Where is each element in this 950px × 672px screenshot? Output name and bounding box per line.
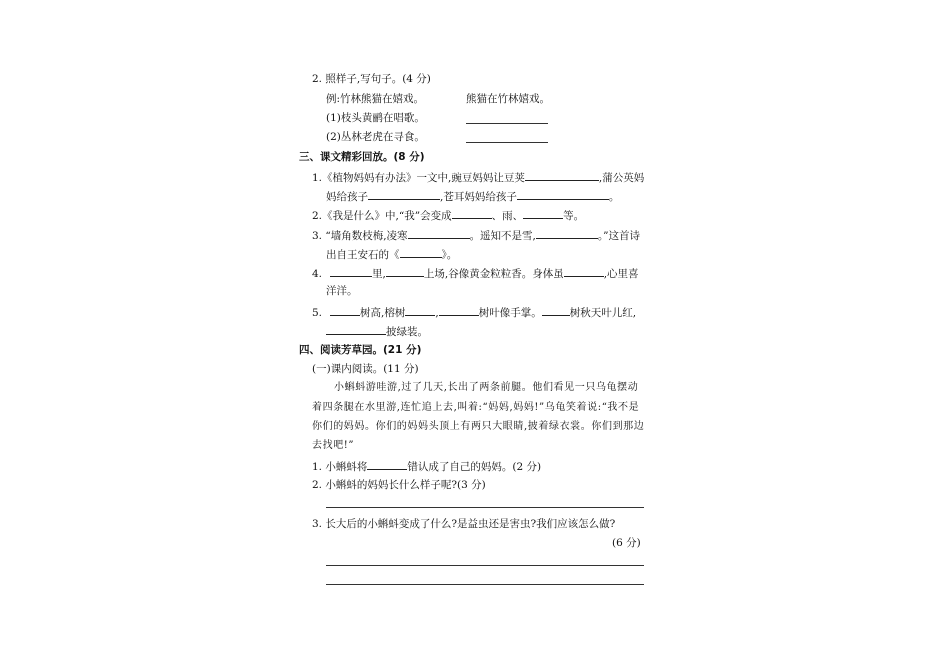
sec3-q5-blank-3[interactable] <box>439 304 479 316</box>
sec3-q5-line2 <box>326 323 428 339</box>
sec3-q3-line2 <box>326 246 457 262</box>
sec3-q2-text-b: 、雨、 <box>491 210 524 222</box>
section-4-heading: 四、阅读芳草园。(21 分) <box>299 344 422 356</box>
sec3-q3-text-b: 。遥知不是雪, <box>469 230 536 242</box>
sec3-q5-text-c: , <box>435 307 439 319</box>
sec3-q1-blank-2[interactable] <box>368 188 440 200</box>
sec3-q4-line2: 洋洋。 <box>326 285 358 297</box>
sec3-q3-text-c: 。”这首诗 <box>597 230 641 242</box>
sec3-q1-line2 <box>326 188 619 204</box>
q2-item-2: (2)丛林老虎在寻食。 <box>326 131 425 143</box>
passage-line-2: 着四条腿在水里游,连忙追上去,叫着:“妈妈,妈妈!”乌龟笑着说:“我不是 <box>312 402 640 413</box>
sec3-q4-text-d: ,心里喜 <box>603 268 639 280</box>
sec3-q4-text-a: 4. <box>312 268 323 280</box>
sec4-subheading: (一)课内阅读。(11 分) <box>312 363 419 375</box>
q2-title: 2. 照样子,写句子。(4 分) <box>312 73 431 85</box>
sec4-q3: 3. 长大后的小蝌蚪变成了什么?是益虫还是害虫?我们应该怎么做? <box>312 518 616 530</box>
sec3-q1-text-c: 妈给孩子 <box>326 191 368 203</box>
q2-answer-line-1[interactable] <box>466 123 548 124</box>
q2-answer-line-2[interactable] <box>466 142 548 143</box>
sec3-q5-blank-4[interactable] <box>542 304 570 316</box>
sec3-q5-text-b: 树高,榕树 <box>360 307 406 319</box>
sec3-q3-line1 <box>312 227 640 243</box>
sec3-q5-blank-5[interactable] <box>326 323 386 335</box>
sec3-q4-blank-2[interactable] <box>386 265 424 277</box>
sec3-q5-text-d: 树叶像手掌。 <box>478 307 542 319</box>
sec3-q5-text-e: 树秋天叶儿红, <box>569 307 637 319</box>
q2-item-1: (1)枝头黄鹂在唱歌。 <box>326 112 425 124</box>
sec3-q3-text-d: 出自王安石的《 <box>326 249 400 261</box>
q2-example-label: 例:竹林熊猫在嬉戏。 <box>326 93 425 105</box>
sec3-q5-text-a: 5. <box>312 307 323 319</box>
sec3-q1-text-d: ,苍耳妈妈给孩子 <box>440 191 517 203</box>
sec4-q3-answer-line-1[interactable] <box>326 565 644 566</box>
sec3-q4-line1 <box>312 265 639 281</box>
sec4-q1-text-a: 1. 小蝌蚪将 <box>312 461 368 473</box>
sec4-q3-answer-line-2[interactable] <box>326 584 644 585</box>
sec3-q1-blank-3[interactable] <box>517 188 609 200</box>
sec3-q4-blank-3[interactable] <box>564 265 604 277</box>
sec3-q1-text-b: ,蒲公英妈 <box>598 172 645 184</box>
sec3-q4-text-b: 里, <box>372 268 386 280</box>
sec3-q2-line <box>312 207 584 223</box>
sec3-q5-blank-1[interactable] <box>330 304 360 316</box>
sec4-q1-text-b: 错认成了自己的妈妈。(2 分) <box>407 461 542 473</box>
section-3-heading: 三、课文精彩回放。(8 分) <box>299 151 425 163</box>
sec3-q2-text-c: 等。 <box>563 210 585 222</box>
sec3-q1-text-a: 1.《植物妈妈有办法》一文中,豌豆妈妈让豆荚 <box>312 172 525 184</box>
sec3-q3-text-a: 3. “墙角数枝梅,凌寒 <box>312 230 408 242</box>
sec3-q4-blank-1[interactable] <box>330 265 372 277</box>
sec3-q3-blank-2[interactable] <box>536 227 598 239</box>
passage-line-4: 去找吧!” <box>312 440 355 451</box>
sec4-q2: 2. 小蝌蚪的妈妈长什么样子呢?(3 分) <box>312 479 486 491</box>
sec3-q5-blank-2[interactable] <box>405 304 435 316</box>
sec3-q2-text-a: 2.《我是什么》中,“我”会变成 <box>312 210 452 222</box>
sec4-q1-blank[interactable] <box>367 458 407 470</box>
sec4-q2-answer-line[interactable] <box>326 507 644 508</box>
passage-line-3: 你们的妈妈。你们的妈妈头顶上有两只大眼睛,披着绿衣裳。你们到那边 <box>312 421 645 432</box>
sec3-q1-line1 <box>312 169 644 185</box>
sec3-q1-blank-1[interactable] <box>525 169 599 181</box>
sec3-q2-blank-1[interactable] <box>452 207 492 219</box>
sec3-q4-text-c: 上场,谷像黄金粒粒香。身体虽 <box>423 268 564 280</box>
sec3-q1-text-e: 。 <box>608 191 620 203</box>
sec3-q3-text-e: 》。 <box>441 249 458 261</box>
q2-example-answer: 熊猫在竹林嬉戏。 <box>466 93 550 105</box>
sec3-q5-text-f: 披绿装。 <box>386 326 428 338</box>
sec4-q3-score: (6 分) <box>612 537 641 549</box>
sec3-q2-blank-2[interactable] <box>523 207 563 219</box>
sec3-q3-blank-1[interactable] <box>408 227 470 239</box>
sec4-q1-line <box>312 458 541 474</box>
sec3-q3-blank-3[interactable] <box>400 246 442 258</box>
sec3-q5-line1 <box>312 304 636 320</box>
passage-line-1: 小蝌蚪游哇游,过了几天,长出了两条前腿。他们看见一只乌龟摆动 <box>334 382 639 393</box>
